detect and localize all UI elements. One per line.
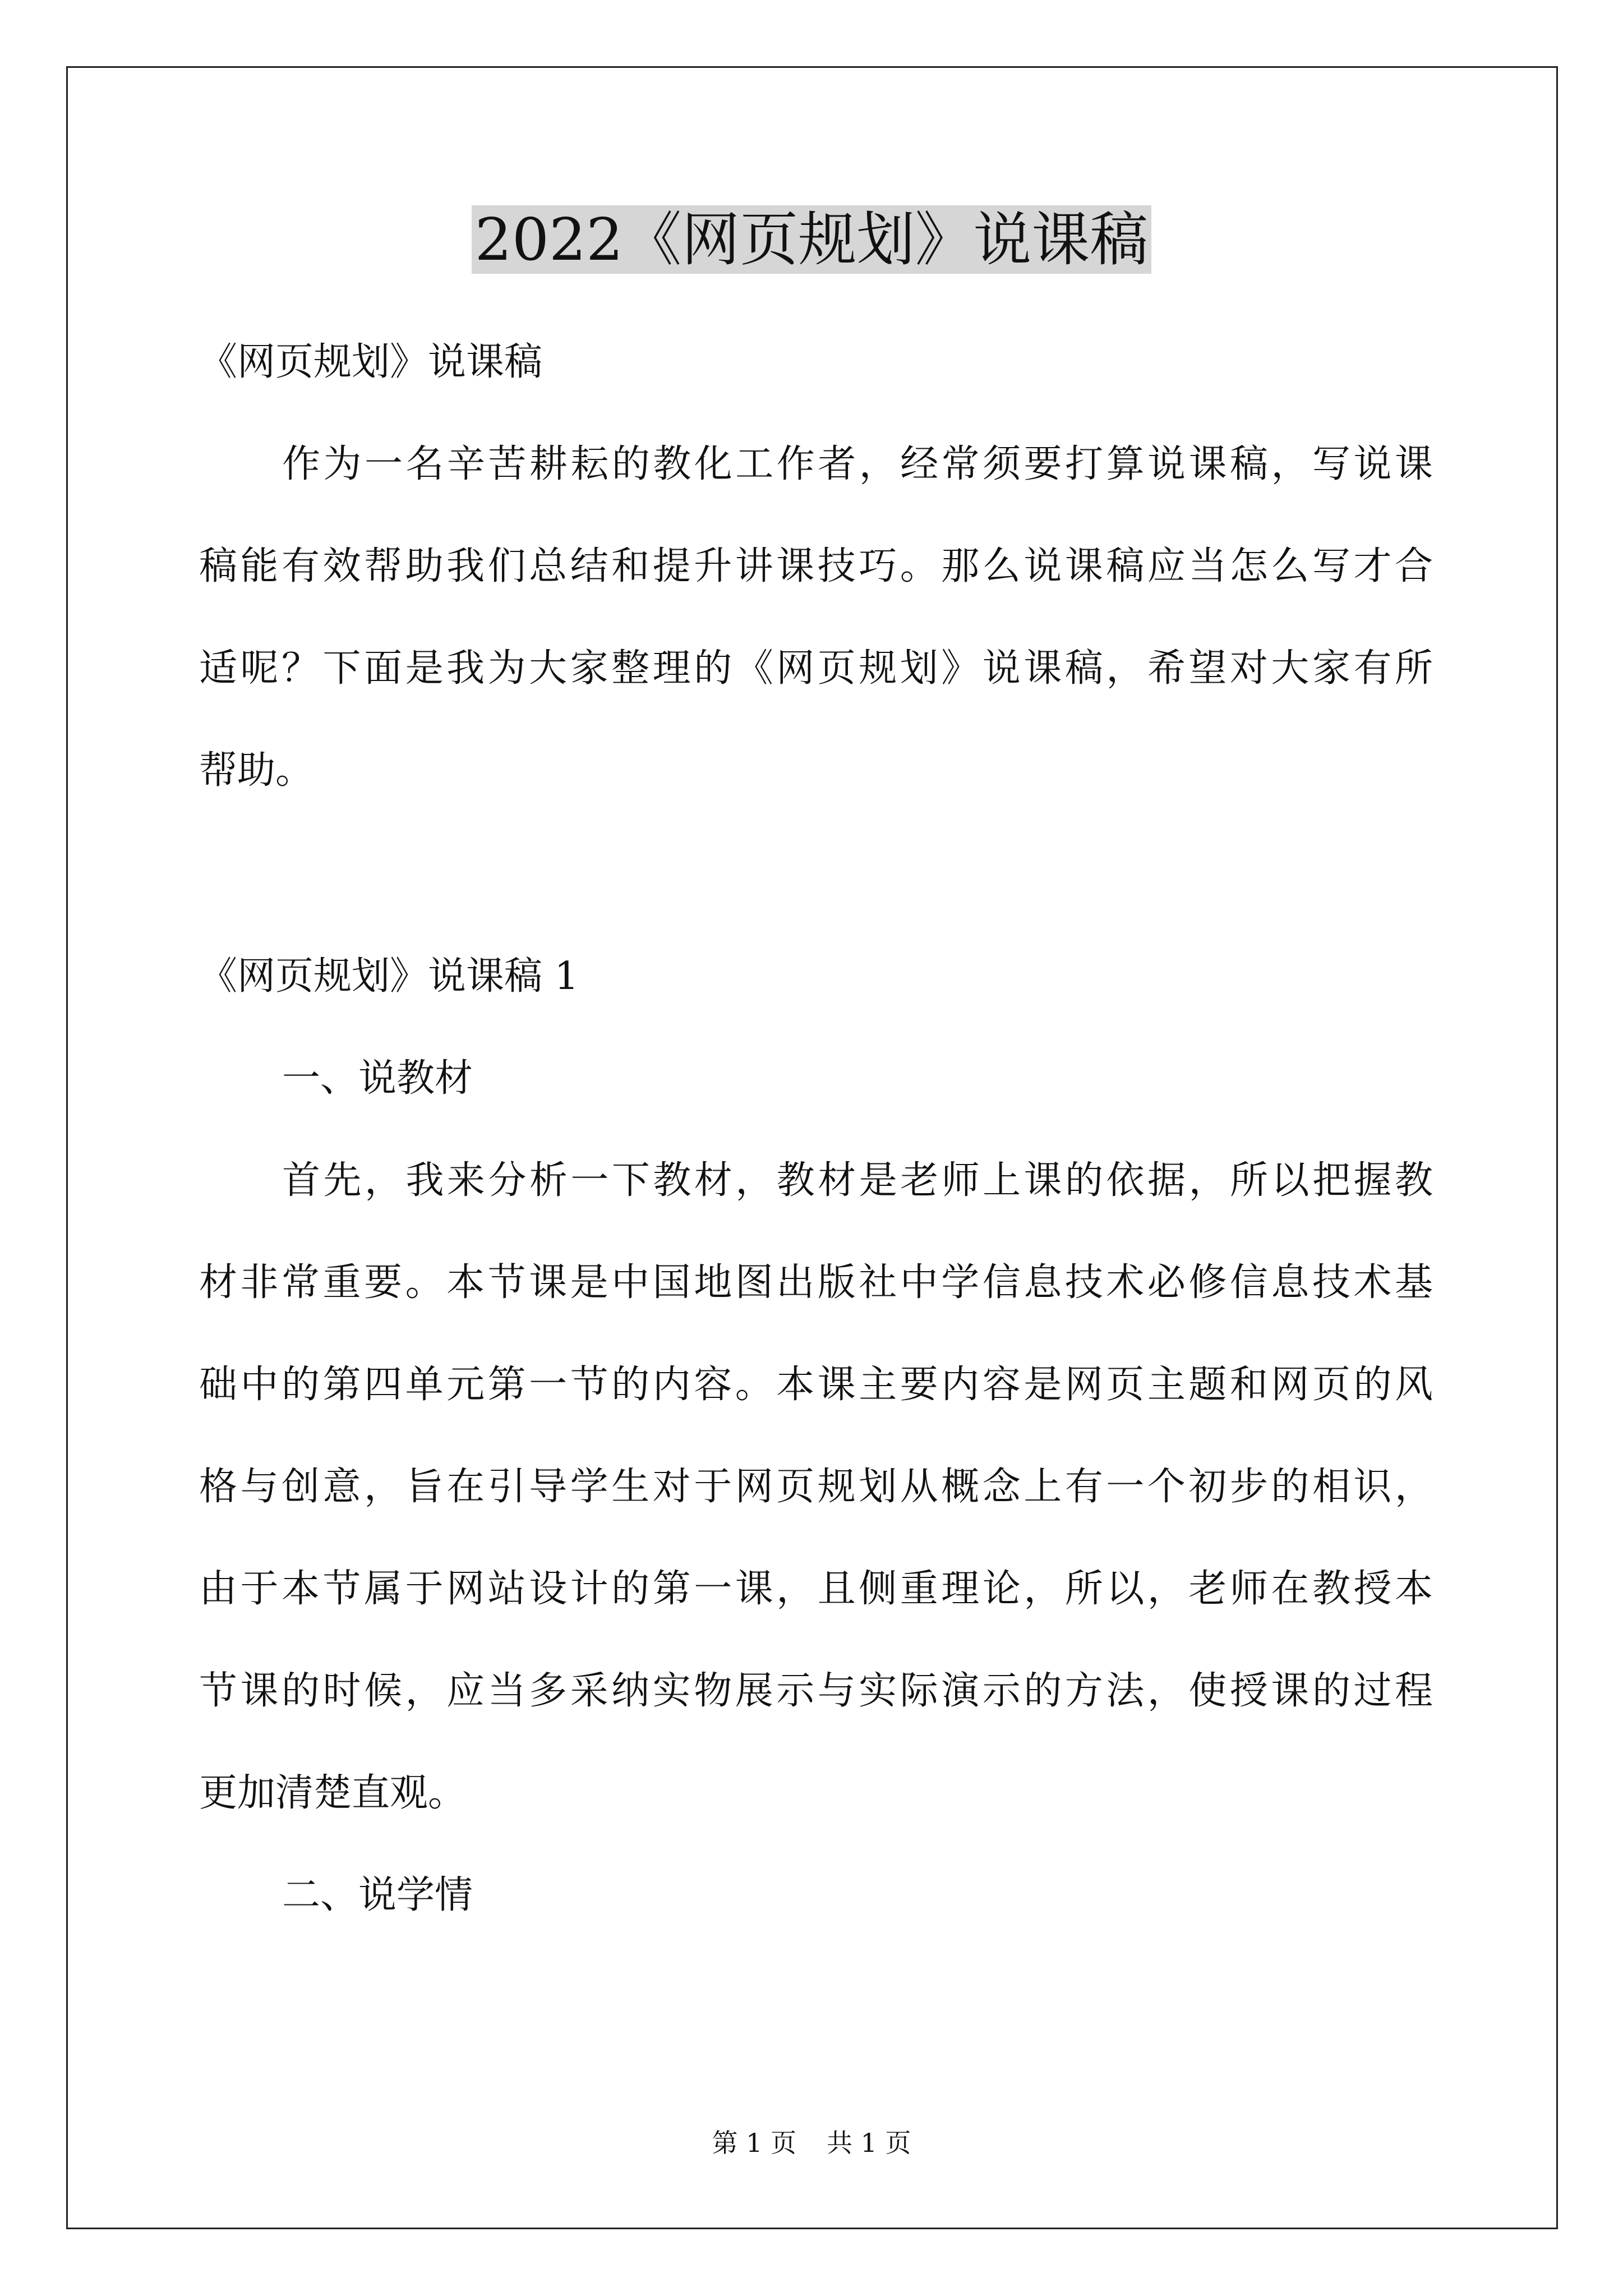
document-body: [199, 311, 1433, 1947]
part1-line-7: 更加清楚直观。: [199, 1771, 467, 1815]
part1-heading: 一、说教材: [282, 1056, 473, 1101]
part1-line-4: 格与创意，旨在引导学生对于网页规划从概念上有一个初步的相识，: [199, 1465, 1433, 1509]
page-number-total: 共 1 页: [827, 2128, 911, 2158]
document-title-text: 2022《网页规划》说课稿: [472, 205, 1152, 274]
part1-line-6: 节课的时候，应当多采纳实物展示与实际演示的方法，使授课的过程: [199, 1669, 1433, 1713]
part2-heading: 二、说学情: [282, 1873, 473, 1917]
intro-line-2: 稿能有效帮助我们总结和提升讲课技巧。那么说课稿应当怎么写才合: [199, 544, 1433, 588]
section-gap: [199, 822, 1433, 926]
page-number-current: 第 1 页: [712, 2128, 796, 2158]
page-footer: [0, 2126, 1623, 2160]
part1-line-2: 材非常重要。本节课是中国地图出版社中学信息技术必修信息技术基: [199, 1260, 1433, 1305]
part1-line-5: 由于本节属于网站设计的第一课，且侧重理论，所以，老师在教授本: [199, 1567, 1433, 1611]
document-title: [0, 197, 1623, 282]
intro-line-1: 作为一名辛苦耕耘的教化工作者，经常须要打算说课稿，写说课: [282, 442, 1433, 486]
intro-heading: 《网页规划》说课稿: [199, 340, 543, 384]
intro-line-3: 适呢？下面是我为大家整理的《网页规划》说课稿，希望对大家有所: [199, 646, 1433, 691]
part1-line-1: 首先，我来分析一下教材，教材是老师上课的依据，所以把握教: [282, 1158, 1433, 1203]
section1-heading: 《网页规划》说课稿 1: [199, 954, 579, 999]
intro-line-4: 帮助。: [199, 748, 314, 793]
part1-line-3: 础中的第四单元第一节的内容。本课主要内容是网页主题和网页的风: [199, 1363, 1433, 1407]
